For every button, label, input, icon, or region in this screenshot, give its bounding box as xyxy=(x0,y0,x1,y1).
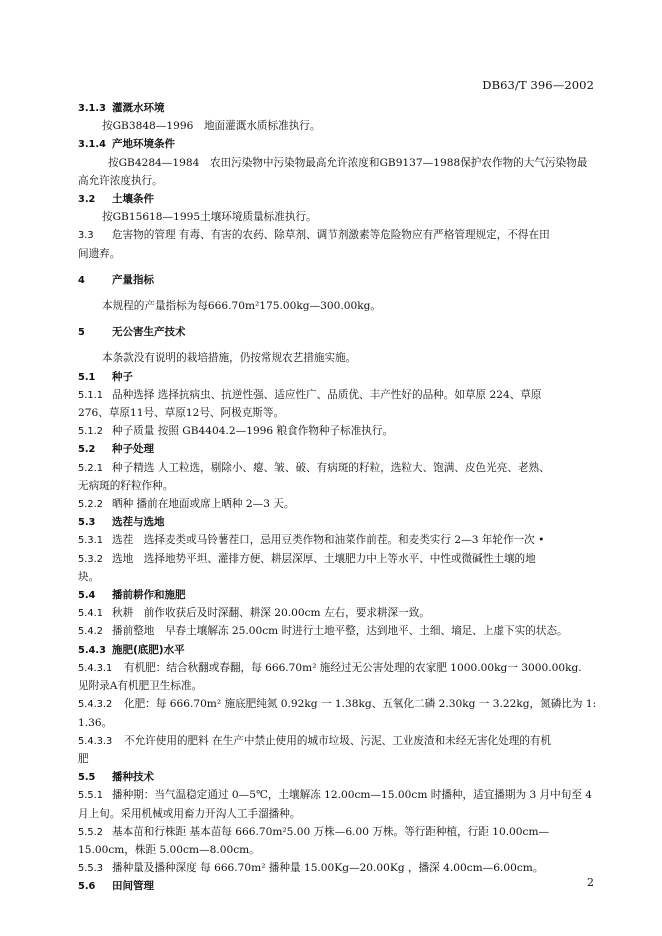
clause-number: 5.1.2 xyxy=(78,426,103,438)
section-heading xyxy=(78,513,598,531)
clause-number: 5.5.1 xyxy=(78,790,103,802)
clause-text: 见附录A有机肥卫生标准。 xyxy=(78,680,203,693)
clause-text: 月上旬。采用机械或用畜力开沟人工手溜播种。 xyxy=(78,807,301,820)
text-line xyxy=(78,714,598,732)
clause-number: 5.4.3.1 xyxy=(78,662,113,674)
document-body xyxy=(78,99,598,896)
text-line xyxy=(78,172,598,190)
section-heading xyxy=(78,190,598,208)
clause-text: 种子质量 按照 GB4404.2—1996 粮食作物种子标准执行。 xyxy=(112,425,394,438)
clause-text: 按GB4284—1984 农田污染物中污染物最高允许浓度和GB9137—1988保护农作物的大气污染物最 xyxy=(108,156,588,169)
section-heading xyxy=(78,877,598,895)
clause-text: 种子精选 人工粒选，剔除小、瘪、皱、破、有病斑的籽粒，选粒大、饱满、皮色光亮、老熟、 xyxy=(112,461,550,474)
section-heading xyxy=(78,323,598,341)
clause-number: 3.1.3 xyxy=(78,103,106,114)
clause-number: 5.5.3 xyxy=(78,863,103,875)
clause-text: 播种期：当气温稳定通过 0—5℃，土壤解冻 12.00cm—15.00cm 时播种，适宜播期为 3 月中旬至 4 xyxy=(112,789,593,802)
text-line xyxy=(78,531,598,549)
clause-number: 5.4 xyxy=(78,590,96,602)
section-title: 种子 xyxy=(112,370,133,383)
paragraph-gap xyxy=(78,263,598,271)
clause-text: 有机肥：结合秋翻或春翻，每 666.70m² 施经过无公害处理的农家肥 1000.00kg一 3000.00kg. xyxy=(124,661,582,674)
clause-text: 按GB3848—1996 地面灌溉水质标准执行。 xyxy=(102,120,321,133)
clause-text: 秋耕 前作收获后及时深翻、耕深 20.00cm 左右，要求耕深一致。 xyxy=(112,607,430,620)
text-line xyxy=(78,750,598,768)
clause-number: 5.2.2 xyxy=(78,499,103,511)
section-heading xyxy=(78,135,598,153)
clause-number: 5.3 xyxy=(78,517,96,529)
clause-text: 无病斑的籽粒作种。 xyxy=(78,479,174,492)
clause-number: 5.4.2 xyxy=(78,626,103,638)
clause-number: 5.5 xyxy=(78,772,96,784)
paragraph-gap xyxy=(78,315,598,323)
clause-text: 高允许浓度执行。 xyxy=(78,174,163,187)
section-title: 种子处理 xyxy=(112,443,154,456)
clause-text: 选茬 选择麦类或马铃薯茬口，忌用豆类作物和油菜作前茬。和麦类实行 2—3 年轮作一次 • xyxy=(112,534,545,547)
text-line xyxy=(78,568,598,586)
text-line xyxy=(78,604,598,622)
section-heading xyxy=(78,641,598,659)
clause-number: 5.4.1 xyxy=(78,608,103,620)
text-line xyxy=(78,349,598,367)
clause-number: 3.2 xyxy=(78,194,96,206)
clause-number: 5.2 xyxy=(78,444,96,456)
clause-number: 5.4.3.2 xyxy=(78,699,113,711)
clause-text: 276、草原11号、草原12号、阿极克斯等。 xyxy=(78,407,285,420)
section-title: 土壤条件 xyxy=(112,193,154,206)
clause-number: 4 xyxy=(78,274,85,286)
paragraph-gap xyxy=(78,341,598,349)
section-title: 播种技术 xyxy=(112,771,154,784)
clause-number: 5.5.2 xyxy=(78,826,103,838)
clause-text: 间遗弃。 xyxy=(78,247,121,260)
section-title: 施肥(底肥)水平 xyxy=(112,643,185,656)
section-title: 选茬与选地 xyxy=(112,516,165,529)
section-heading xyxy=(78,271,598,289)
section-heading xyxy=(78,768,598,786)
text-line xyxy=(78,297,598,315)
clause-text: 1.36。 xyxy=(78,716,113,729)
paragraph-gap xyxy=(78,289,598,297)
text-line xyxy=(78,404,598,422)
clause-number: 5.4.3.3 xyxy=(78,735,113,747)
text-line xyxy=(78,477,598,495)
clause-number: 5 xyxy=(78,327,85,339)
clause-text: 按GB15618—1995土壤环境质量标准执行。 xyxy=(102,211,317,224)
clause-number: 5.2.1 xyxy=(78,462,103,474)
clause-text: 本条款没有说明的栽培措施，仍按常规农艺措施实施。 xyxy=(102,352,357,365)
clause-text: 不允许使用的肥料 在生产中禁止使用的城市垃圾、污泥、工业废渣和未经无害化处理的有机 xyxy=(124,734,552,747)
clause-number: 3.3 xyxy=(78,230,94,242)
clause-number: 5.1 xyxy=(78,371,96,383)
document-code: DB63/T 396—2002 xyxy=(482,78,594,92)
clause-text: 危害物的管理 有毒、有害的农药、除草剂、调节剂激素等危险物应有严格管理规定，不得在田 xyxy=(112,229,550,242)
clause-text: 晒种 播前在地面或席上晒种 2—3 天。 xyxy=(112,498,295,511)
text-line xyxy=(78,695,598,713)
clause-number: 5.1.1 xyxy=(78,389,103,401)
text-line xyxy=(78,677,598,695)
text-line xyxy=(78,659,598,677)
clause-text: 播前整地 早春土壤解冻 25.00cm 时进行土地平整，达到地平、土细、墒足、上虚下实的状态。 xyxy=(112,625,568,638)
clause-number: 3.1.4 xyxy=(78,139,106,151)
text-line xyxy=(78,459,598,477)
section-title: 产量指标 xyxy=(112,273,154,286)
clause-text: 块。 xyxy=(78,570,100,583)
clause-text: 基本苗和行株距 基本苗每 666.70m²5.00 万株—6.00 万株。等行距种植，行距 10.00cm— xyxy=(112,825,550,838)
section-title: 产地环境条件 xyxy=(112,138,175,151)
section-title: 灌溉水环境 xyxy=(112,102,165,114)
clause-text: 选地 选择地势平坦、灌排方便、耕层深厚、土壤肥力中上等水平、中性或微碱性土壤的地 xyxy=(112,552,536,565)
clause-text: 肥 xyxy=(78,752,89,765)
section-heading xyxy=(78,586,598,604)
text-line xyxy=(78,422,598,440)
clause-number: 5.4.3 xyxy=(78,644,106,656)
section-heading xyxy=(78,440,598,458)
text-line xyxy=(78,208,598,226)
text-line xyxy=(78,732,598,750)
section-heading xyxy=(78,368,598,386)
text-line xyxy=(78,550,598,568)
section-title: 田间管理 xyxy=(112,880,154,893)
text-line xyxy=(78,859,598,877)
clause-text: 化肥：每 666.70m² 施底肥纯氮 0.92kg 一 1.38kg、五氧化二磷 2.30kg 一 3.22kg，氮磷比为 1: xyxy=(124,698,597,711)
page-number: 2 xyxy=(587,876,594,889)
clause-number: 5.6 xyxy=(78,881,96,893)
section-heading xyxy=(78,99,598,117)
text-line xyxy=(78,841,598,859)
clause-number: 5.3.1 xyxy=(78,535,103,547)
clause-text: 播种量及播种深度 每 666.70m² 播种量 15.00Kg—20.00Kg ，播深 4.00cm—6.00cm。 xyxy=(112,862,544,875)
text-line xyxy=(78,245,598,263)
text-line xyxy=(78,226,598,244)
text-line xyxy=(78,823,598,841)
section-title: 无公害生产技术 xyxy=(112,326,186,339)
clause-text: 品种选择 选择抗病虫、抗逆性强、适应性广、品质优、丰产性好的品种。如草原 224、草原 xyxy=(112,388,542,401)
clause-text: 15.00cm，株距 5.00cm—8.00cm。 xyxy=(78,843,260,856)
text-line xyxy=(78,622,598,640)
text-line xyxy=(78,117,598,135)
clause-number: 5.3.2 xyxy=(78,553,103,565)
section-title: 播前耕作和施肥 xyxy=(112,589,186,602)
text-line xyxy=(78,786,598,804)
clause-text: 本规程的产量指标为每666.70m²175.00kg—300.00kg。 xyxy=(102,300,382,313)
text-line xyxy=(78,386,598,404)
text-line xyxy=(78,154,598,172)
text-line xyxy=(78,805,598,823)
text-line xyxy=(78,495,598,513)
